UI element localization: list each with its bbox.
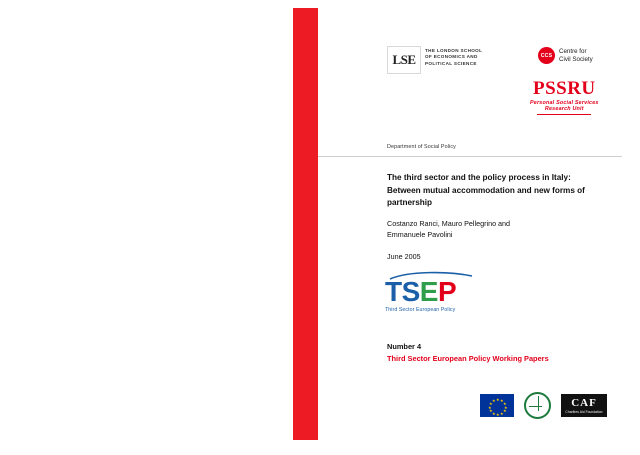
tsep-letter-p: P	[437, 276, 457, 307]
caf-logo	[561, 394, 607, 417]
pssru-logo	[530, 79, 599, 115]
tsep-logo-tagline: Third Sector European Policy	[385, 307, 456, 313]
pssru-logo-subtitle-2: Research Unit	[544, 106, 584, 112]
tsep-logo	[385, 278, 485, 313]
red-accent-bar	[293, 8, 318, 440]
pssru-logo-wordmark: PSSRU	[532, 78, 596, 99]
ccs-logo-line-1: Centre for	[559, 47, 587, 55]
lse-logo-line-2: OF ECONOMICS AND	[425, 54, 478, 60]
footer-logo-row	[480, 392, 607, 419]
eu-flag-icon: ★ ★ ★ ★ ★ ★ ★ ★ ★ ★ ★ ★	[480, 394, 514, 417]
lse-logo-mark-text: LSE	[392, 52, 416, 67]
ccs-logo-mark	[538, 47, 555, 64]
caf-logo-wordmark: CAF	[571, 396, 597, 409]
lse-logo	[387, 46, 482, 74]
partner-globe-icon	[524, 392, 551, 419]
ccs-logo-mark-text: CCS	[540, 52, 553, 59]
page-title: The third sector and the policy process in Italy: Between mutual accommodation and new forms of partnership	[387, 173, 585, 207]
ccs-logo	[538, 47, 593, 64]
authors-line-2: Emmanuele Pavolini	[387, 230, 453, 239]
horizontal-rule	[318, 156, 622, 157]
authors-line-1: Costanzo Ranci, Mauro Pellegrino and	[387, 219, 511, 228]
caf-logo-tagline: Charities Aid Foundation	[565, 409, 603, 414]
tsep-swoosh-icon	[388, 271, 474, 281]
pssru-logo-rule	[537, 114, 591, 115]
tsep-logo-wordmark	[385, 278, 485, 306]
working-paper-series: Third Sector European Policy Working Papers	[387, 354, 549, 363]
lse-logo-line-1: THE LONDON SCHOOL	[425, 48, 483, 53]
pssru-logo-subtitle-1: Personal Social Services	[530, 100, 599, 106]
lse-logo-line-3: POLITICAL SCIENCE	[425, 60, 477, 66]
lse-logo-wordmark	[425, 46, 482, 67]
working-paper-number: Number 4	[387, 342, 422, 351]
publication-date: June 2005	[387, 252, 421, 261]
lse-logo-mark	[387, 46, 421, 74]
authors	[387, 218, 605, 240]
department-line: Department of Social Policy	[387, 144, 456, 150]
ccs-logo-wordmark	[559, 48, 593, 63]
tsep-letter-e: E	[419, 276, 438, 307]
tsep-letters-ts: TS	[385, 276, 420, 307]
ccs-logo-line-2: Civil Society	[559, 55, 593, 63]
